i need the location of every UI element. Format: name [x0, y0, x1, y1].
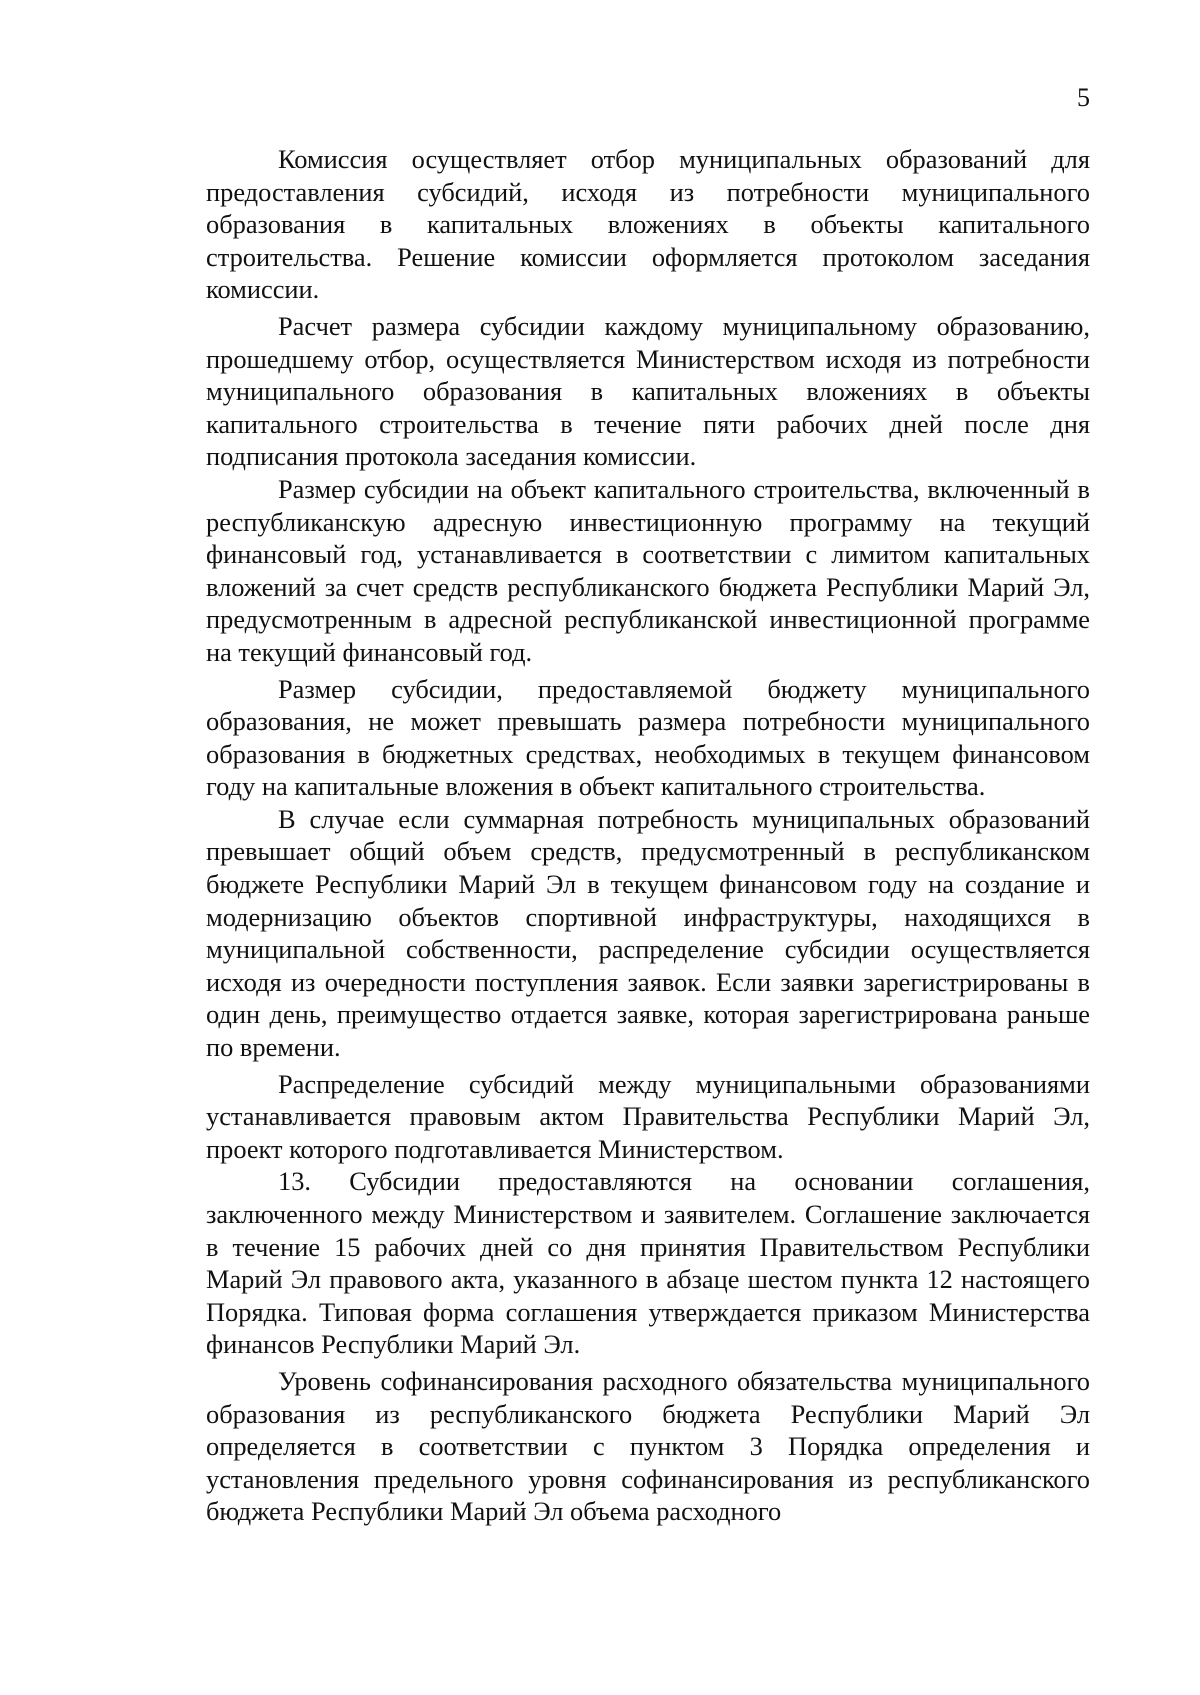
document-body — [206, 143, 1090, 1528]
paragraph-item-13-agreement: 13. Субсидии предоставляются на основании соглашения, заключенного между Министерством и заявителем. Соглашение заключается в течение 15 рабочих дней со дня принятия Правительством Республики Марий Эл правового акта, указанного в абзаце шестом пункта 12 настоящего Порядка. Типовая форма соглашения утверждается приказом Министерства финансов Республики Марий Эл. — [206, 1166, 1090, 1360]
paragraph-subsidy-limit: Размер субсидии, предоставляемой бюджету муниципального образования, не может превышать размера потребности муниципального образования в бюджетных средствах, необходимых в текущем финансовом году на капитальные вложения в объект капитального строительства. — [206, 673, 1090, 802]
paragraph-commission-selection: Комиссия осуществляет отбор муниципальных образований для предоставления субсидий, исходя из потребности муниципального образования в капитальных вложениях в объекты капитального строительства. Решение комиссии оформляется протоколом заседания комиссии. — [206, 144, 1090, 305]
page-number: 5 — [1077, 83, 1090, 112]
paragraph-distribution-act: Распределение субсидий между муниципальными образованиями устанавливается правовым актом Правительства Республики Марий Эл, проект которого подготавливается Министерством. — [206, 1068, 1090, 1164]
paragraph-subsidy-calculation: Расчет размера субсидии каждому муниципальному образованию, прошедшему отбор, осуществляется Министерством исходя из потребности муниципального образования в капитальных вложениях в объекты капитального строительства в течение пяти рабочих дней после дня подписания протокола заседания комиссии. — [206, 310, 1090, 472]
paragraph-subsidy-size-program: Размер субсидии на объект капитального строительства, включенный в республиканскую адресную инвестиционную программу на текущий финансовый год, устанавливается в соответствии с лимитом капитальных вложений за счет средств республиканского бюджета Республики Марий Эл, предусмотренным в адресной республиканской инвестиционной программе на текущий финансовый год. — [206, 473, 1090, 667]
paragraph-distribution-order: В случае если суммарная потребность муниципальных образований превышает общий объем средств, предусмотренный в республиканском бюджете Республики Марий Эл в текущем финансовом году на создание и модернизацию объектов спортивной инфраструктуры, находящихся в муниципальной собственности, распределение субсидии осуществляется исходя из очередности поступления заявок. Если заявки зарегистрированы в один день, преимущество отдается заявке, которая зарегистрирована раньше по времени. — [206, 803, 1090, 1063]
paragraph-cofinancing-level: Уровень софинансирования расходного обязательства муниципального образования из республиканского бюджета Республики Марий Эл определяется в соответствии с пунктом 3 Порядка определения и установления предельного уровня софинансирования из республиканского бюджета Республики Марий Эл объема расходного — [206, 1365, 1090, 1527]
